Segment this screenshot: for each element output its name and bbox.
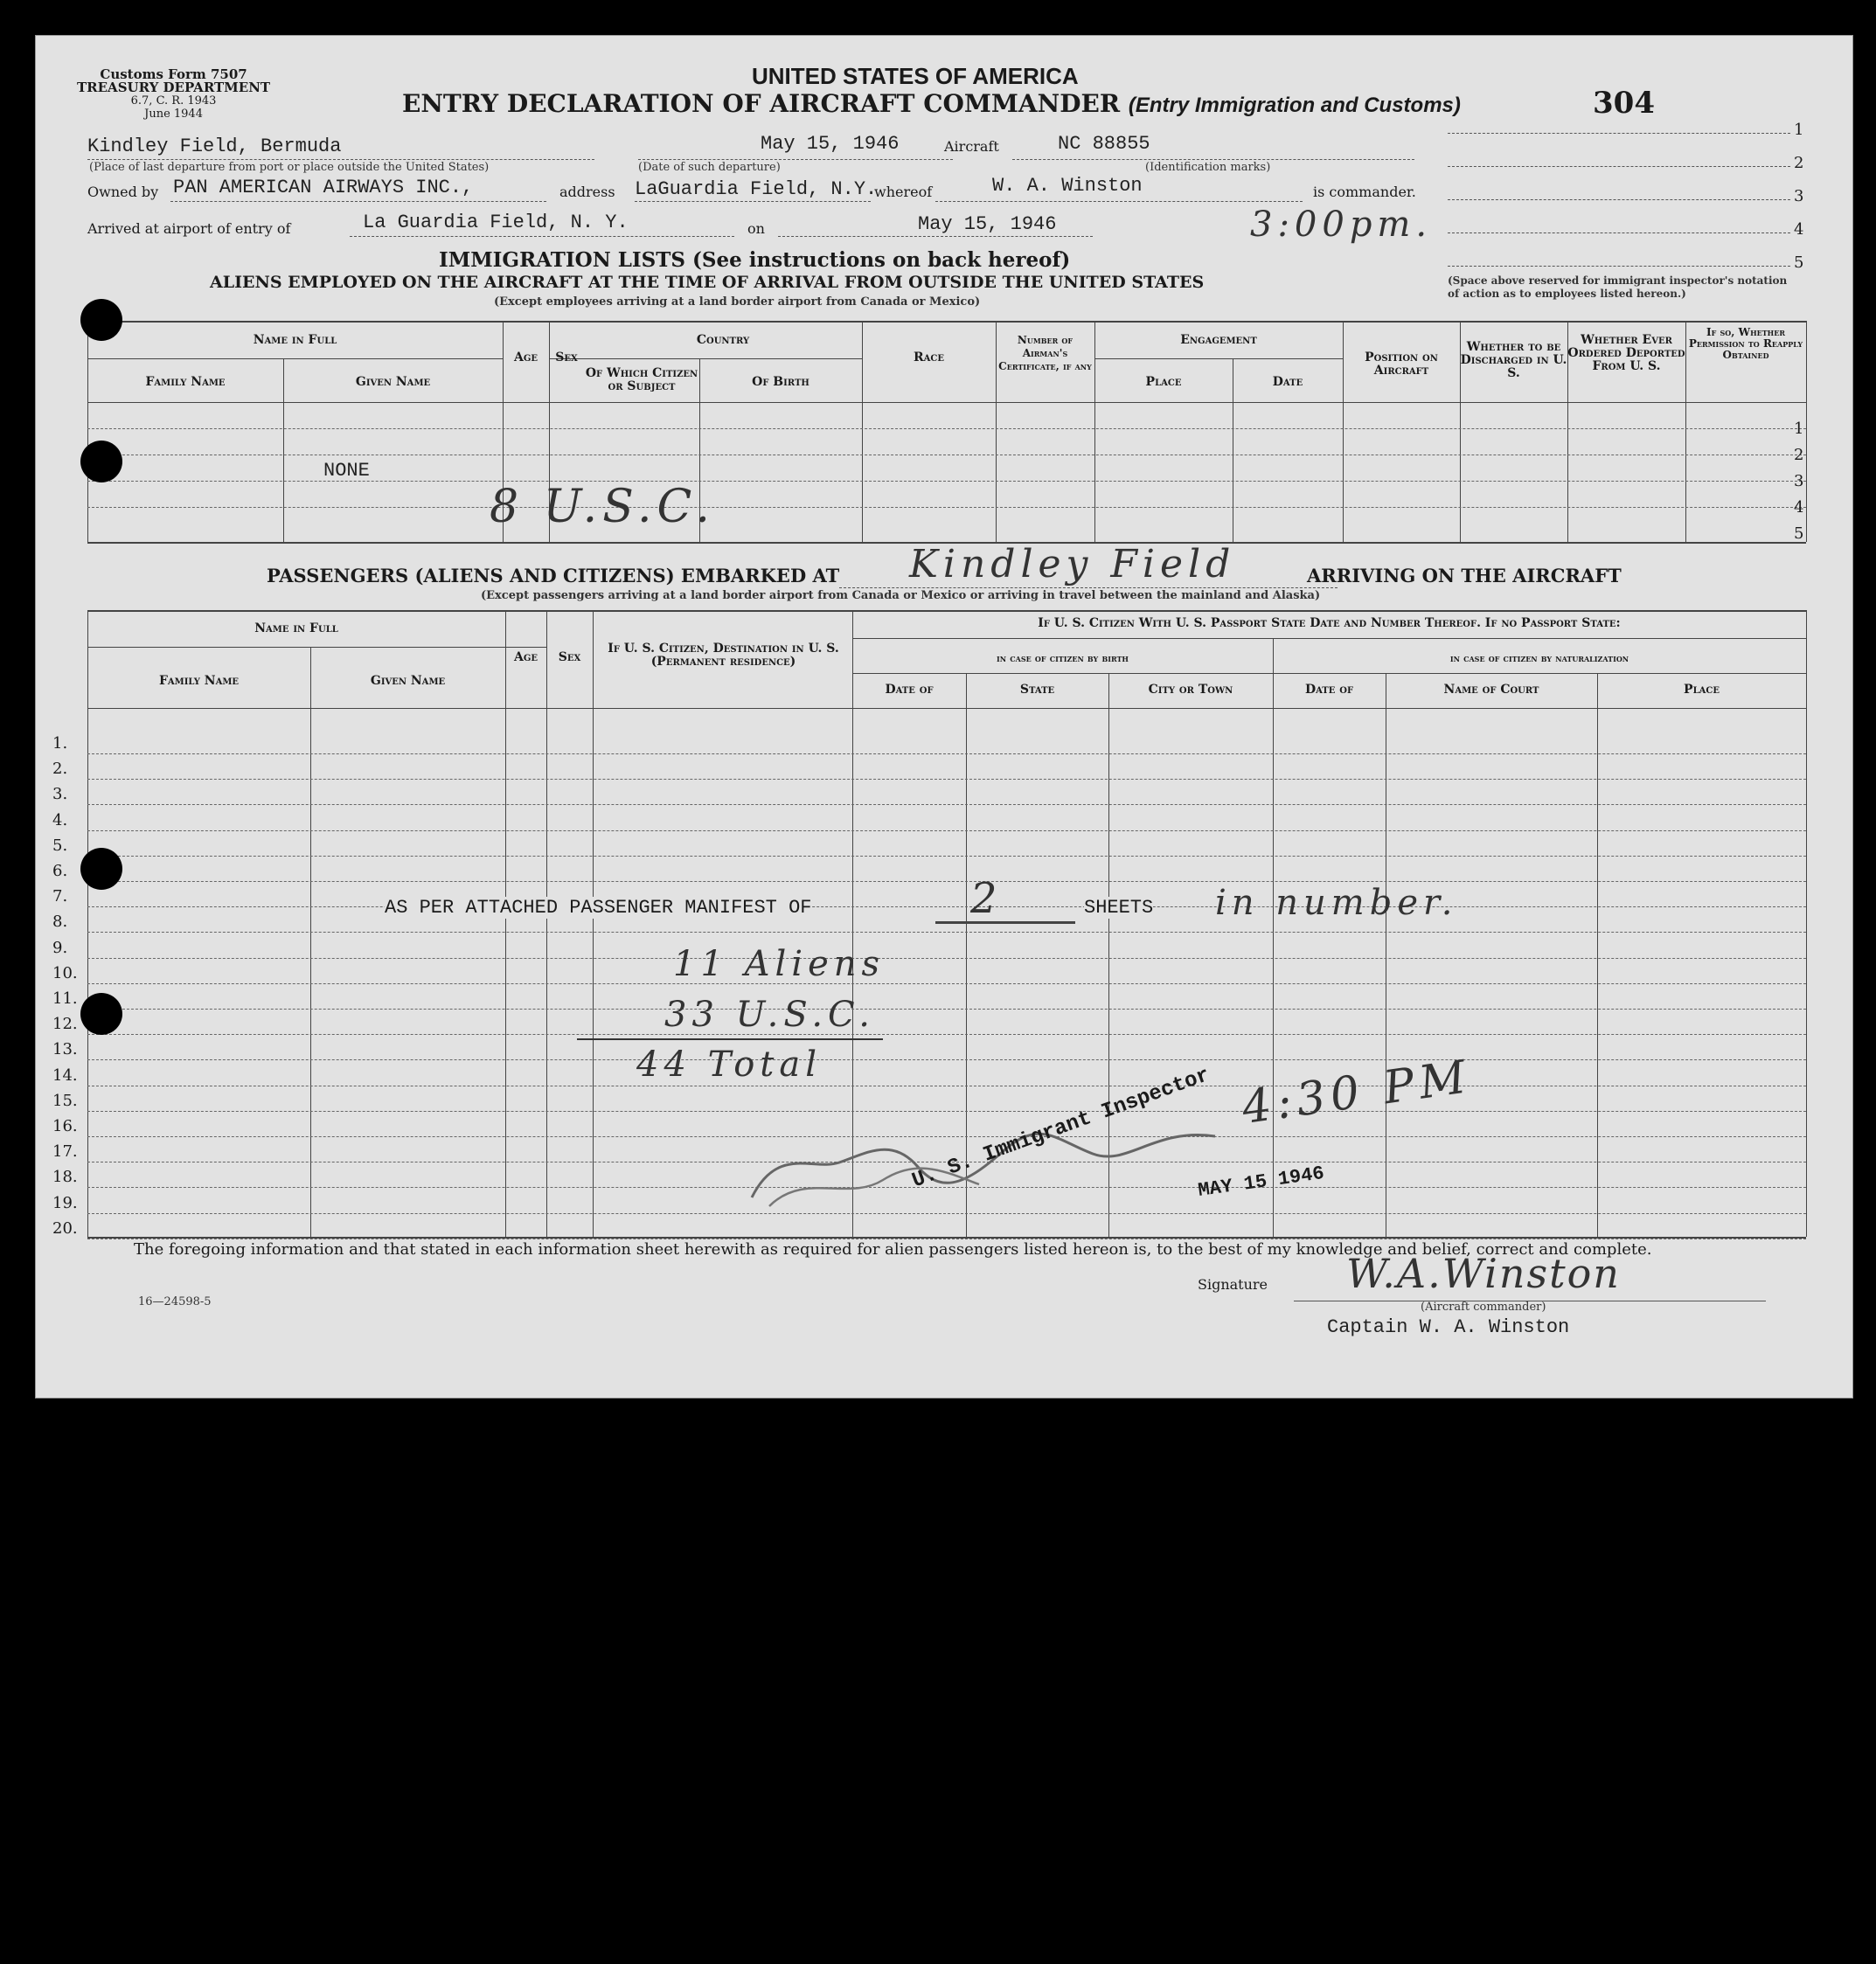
passenger-row-line [87,1059,1806,1060]
department: TREASURY DEPARTMENT [77,80,271,95]
passenger-row-number: 17. [52,1142,78,1162]
is-commander-label: is commander. [1313,184,1416,200]
col-permission: If so, Whether Permission to Reapply Obtained [1688,326,1803,361]
immigration-subtitle: ALIENS EMPLOYED ON THE AIRCRAFT AT THE TIME OF ARRIVAL FROM OUTSIDE THE UNITED STATES [210,273,1205,292]
departure-date: May 15, 1946 [761,133,900,155]
passenger-row-line [87,881,1806,882]
binder-hole [80,299,122,341]
immigration-note: (Except employees arriving at a land border airport from Canada or Mexico) [494,295,981,309]
col-age: Age [513,350,538,364]
row-number: 4 [1794,498,1804,517]
passengers-note: (Except passengers arriving at a land border airport from Canada or Mexico or arriving in travel between the mainland and Alaska) [481,589,1321,602]
pcol-age: Age [513,650,538,664]
pcol-date-of-2: Date of [1304,683,1354,697]
col-family-name: Family Name [145,375,226,389]
reserved-num: 3 [1794,187,1804,205]
inspector-time: 4:30 PM [1239,1050,1475,1135]
cfr-ref: 6.7, C. R. 1943 [130,94,217,108]
row-number: 3 [1794,472,1804,490]
passenger-row-line [87,779,1806,780]
pcol-passport: If U. S. Citizen With U. S. Passport State Date and Number Thereof. If no Passport State: [1038,616,1621,630]
passenger-row-number: 19. [52,1193,78,1212]
pcol-destination: If U. S. Citizen, Destination in U. S. (Permanent residence) [608,642,839,669]
passenger-row-line [87,856,1806,857]
manifest-hand: in number. [1215,883,1458,923]
departure-place: Kindley Field, Bermuda [87,135,342,157]
manifest-sheets: 2 [970,874,1003,923]
reserved-num: 5 [1794,253,1804,272]
col-country: Country [696,333,750,347]
passenger-row-number: 9. [52,938,68,957]
pcol-place: Place [1684,683,1720,697]
aircraft-id: NC 88855 [1058,133,1150,155]
col-sex: Sex [555,350,578,364]
col-race: Race [914,350,944,364]
col-certificate: Number of Airman's Certificate, if any [998,334,1092,372]
passenger-row-number: 12. [52,1015,78,1034]
passenger-row-number: 14. [52,1065,78,1085]
passenger-row-number: 10. [52,963,78,982]
owner-address: LaGuardia Field, N.Y. [635,178,878,200]
departure-date-label: (Date of such departure) [638,161,781,174]
form-title-text: ENTRY DECLARATION OF AIRCRAFT COMMANDER [402,89,1121,118]
col-citizen-of: Of Which Citizen or Subject [585,366,698,393]
print-code: 16—24598-5 [138,1295,212,1308]
reserved-num: 1 [1794,121,1804,139]
col-discharged: Whether to be Discharged in U. S. [1460,340,1567,380]
commander-signature: W.A.Winston [1346,1250,1621,1297]
crew-entry-none: NONE [323,460,370,482]
col-given-name: Given Name [355,375,431,389]
row-number: 5 [1794,524,1804,543]
passenger-row-number: 15. [52,1091,78,1110]
pcol-name-in-full: Name in Full [254,621,338,635]
certification-text: The foregoing information and that stated in each information sheet herewith as required for alien passengers listed hereon is, to the best of my knowledge and belief, correct and complete. [134,1240,1652,1259]
signature-label: Signature [1198,1276,1268,1293]
arrival-date: May 15, 1946 [918,213,1057,235]
passenger-row-number: 2. [52,760,68,779]
form-title [402,89,1461,118]
col-engagement: Engagement [1180,333,1257,347]
inspector-stamp-date: MAY 15 1946 [1196,1162,1326,1202]
arrived-label: Arrived at airport of entry of [87,220,291,237]
form-subtitle: (Entry Immigration and Customs) [1128,94,1461,117]
passenger-row-line [87,906,1806,907]
passenger-row-number: 3. [52,785,68,804]
inspector-label: U. S. Immigrant Inspector [909,1063,1213,1194]
passenger-row-number: 8. [52,913,68,932]
pcol-given-name: Given Name [370,674,446,688]
passengers-title-end: ARRIVING ON THE AIRCRAFT [1307,565,1622,586]
form-id-block [77,68,270,121]
owner: PAN AMERICAN AIRWAYS INC., [173,177,474,198]
pcol-court: Name of Court [1443,683,1539,697]
passenger-row-line [87,1009,1806,1010]
row-number: 1 [1794,420,1804,438]
count-usc: 33 U.S.C. [664,995,875,1035]
col-position: Position on Aircraft [1365,350,1438,378]
passenger-row-line [87,804,1806,805]
manifest-text-1: AS PER ATTACHED PASSENGER MANIFEST OF [385,897,812,919]
manifest-text-2: SHEETS [1084,897,1154,919]
passenger-row-number: 20. [52,1218,78,1238]
pcol-family-name: Family Name [158,674,240,688]
owned-by-label: Owned by [87,184,159,200]
on-label: on [747,220,765,237]
pcol-sex: Sex [558,650,581,664]
departure-place-label: (Place of last departure from port or place outside the United States) [89,161,490,174]
passenger-row-number: 16. [52,1117,78,1135]
page-number: 304 [1593,86,1655,121]
passenger-row-number: 1. [52,734,68,753]
pcol-city: City or Town [1148,683,1233,697]
binder-hole [80,441,122,482]
arrival-time: 3:00pm. [1250,205,1433,245]
aircraft-id-label: (Identification marks) [1145,161,1271,174]
immigration-title: IMMIGRATION LISTS (See instructions on back hereof) [439,248,1071,272]
passenger-row-number: 5. [52,836,68,855]
passenger-row-line [87,1111,1806,1112]
binder-hole [80,848,122,890]
passenger-row-number: 4. [52,810,68,829]
count-aliens: 11 Aliens [673,944,886,984]
pcol-date-of: Date of [885,683,934,697]
passenger-row-line [87,932,1806,933]
reserved-note: (Space above reserved for immigrant inspector's notation of action as to employees listed hereon.) [1448,274,1788,300]
passenger-row-number: 13. [52,1040,78,1059]
col-eng-place: Place [1145,375,1182,389]
reserved-num: 2 [1794,154,1804,172]
form-sheet [35,35,1853,1398]
col-deported: Whether Ever Ordered Deported From U. S. [1567,333,1685,373]
address-label: address [559,184,615,200]
col-eng-date: Date [1272,375,1303,389]
passenger-row-number: 18. [52,1168,78,1187]
col-birth: Of Birth [752,375,809,389]
passenger-row-line [87,983,1806,984]
passenger-row-line [87,753,1806,754]
reserved-num: 4 [1794,220,1804,239]
crew-entry-usc: 8 U.S.C. [490,481,715,533]
pcol-by-naturalization: in case of citizen by naturalization [1449,652,1629,664]
pcol-state: State [1019,683,1055,697]
whereof-label: whereof [874,184,933,200]
signer-name: Captain W. A. Winston [1327,1316,1570,1338]
passenger-row-number: 7. [52,887,68,906]
passenger-row-line [87,1034,1806,1035]
passenger-row-number: 6. [52,862,68,880]
embarked-at: Kindley Field [909,542,1236,586]
form-date: June 1944 [144,108,203,121]
passengers-title [267,565,839,586]
row-number: 2 [1794,446,1804,464]
passenger-row-line [87,830,1806,831]
passenger-row-line [87,958,1806,959]
pcol-by-birth: in case of citizen by birth [997,652,1129,664]
arrival-airport: La Guardia Field, N. Y. [363,212,629,233]
aircraft-label: Aircraft [944,138,999,155]
country-heading: UNITED STATES OF AMERICA [752,63,1079,89]
form-number: Customs Form 7507 [100,66,247,82]
count-total: 44 Total [636,1044,822,1085]
signature-note: (Aircraft commander) [1421,1301,1546,1314]
passenger-row-number: 11. [52,989,78,1008]
col-name-in-full: Name in Full [253,333,337,347]
passengers-title-text: PASSENGERS (ALIENS AND CITIZENS) EMBARKED AT [267,565,840,586]
commander-name: W. A. Winston [992,175,1143,197]
binder-hole [80,993,122,1035]
